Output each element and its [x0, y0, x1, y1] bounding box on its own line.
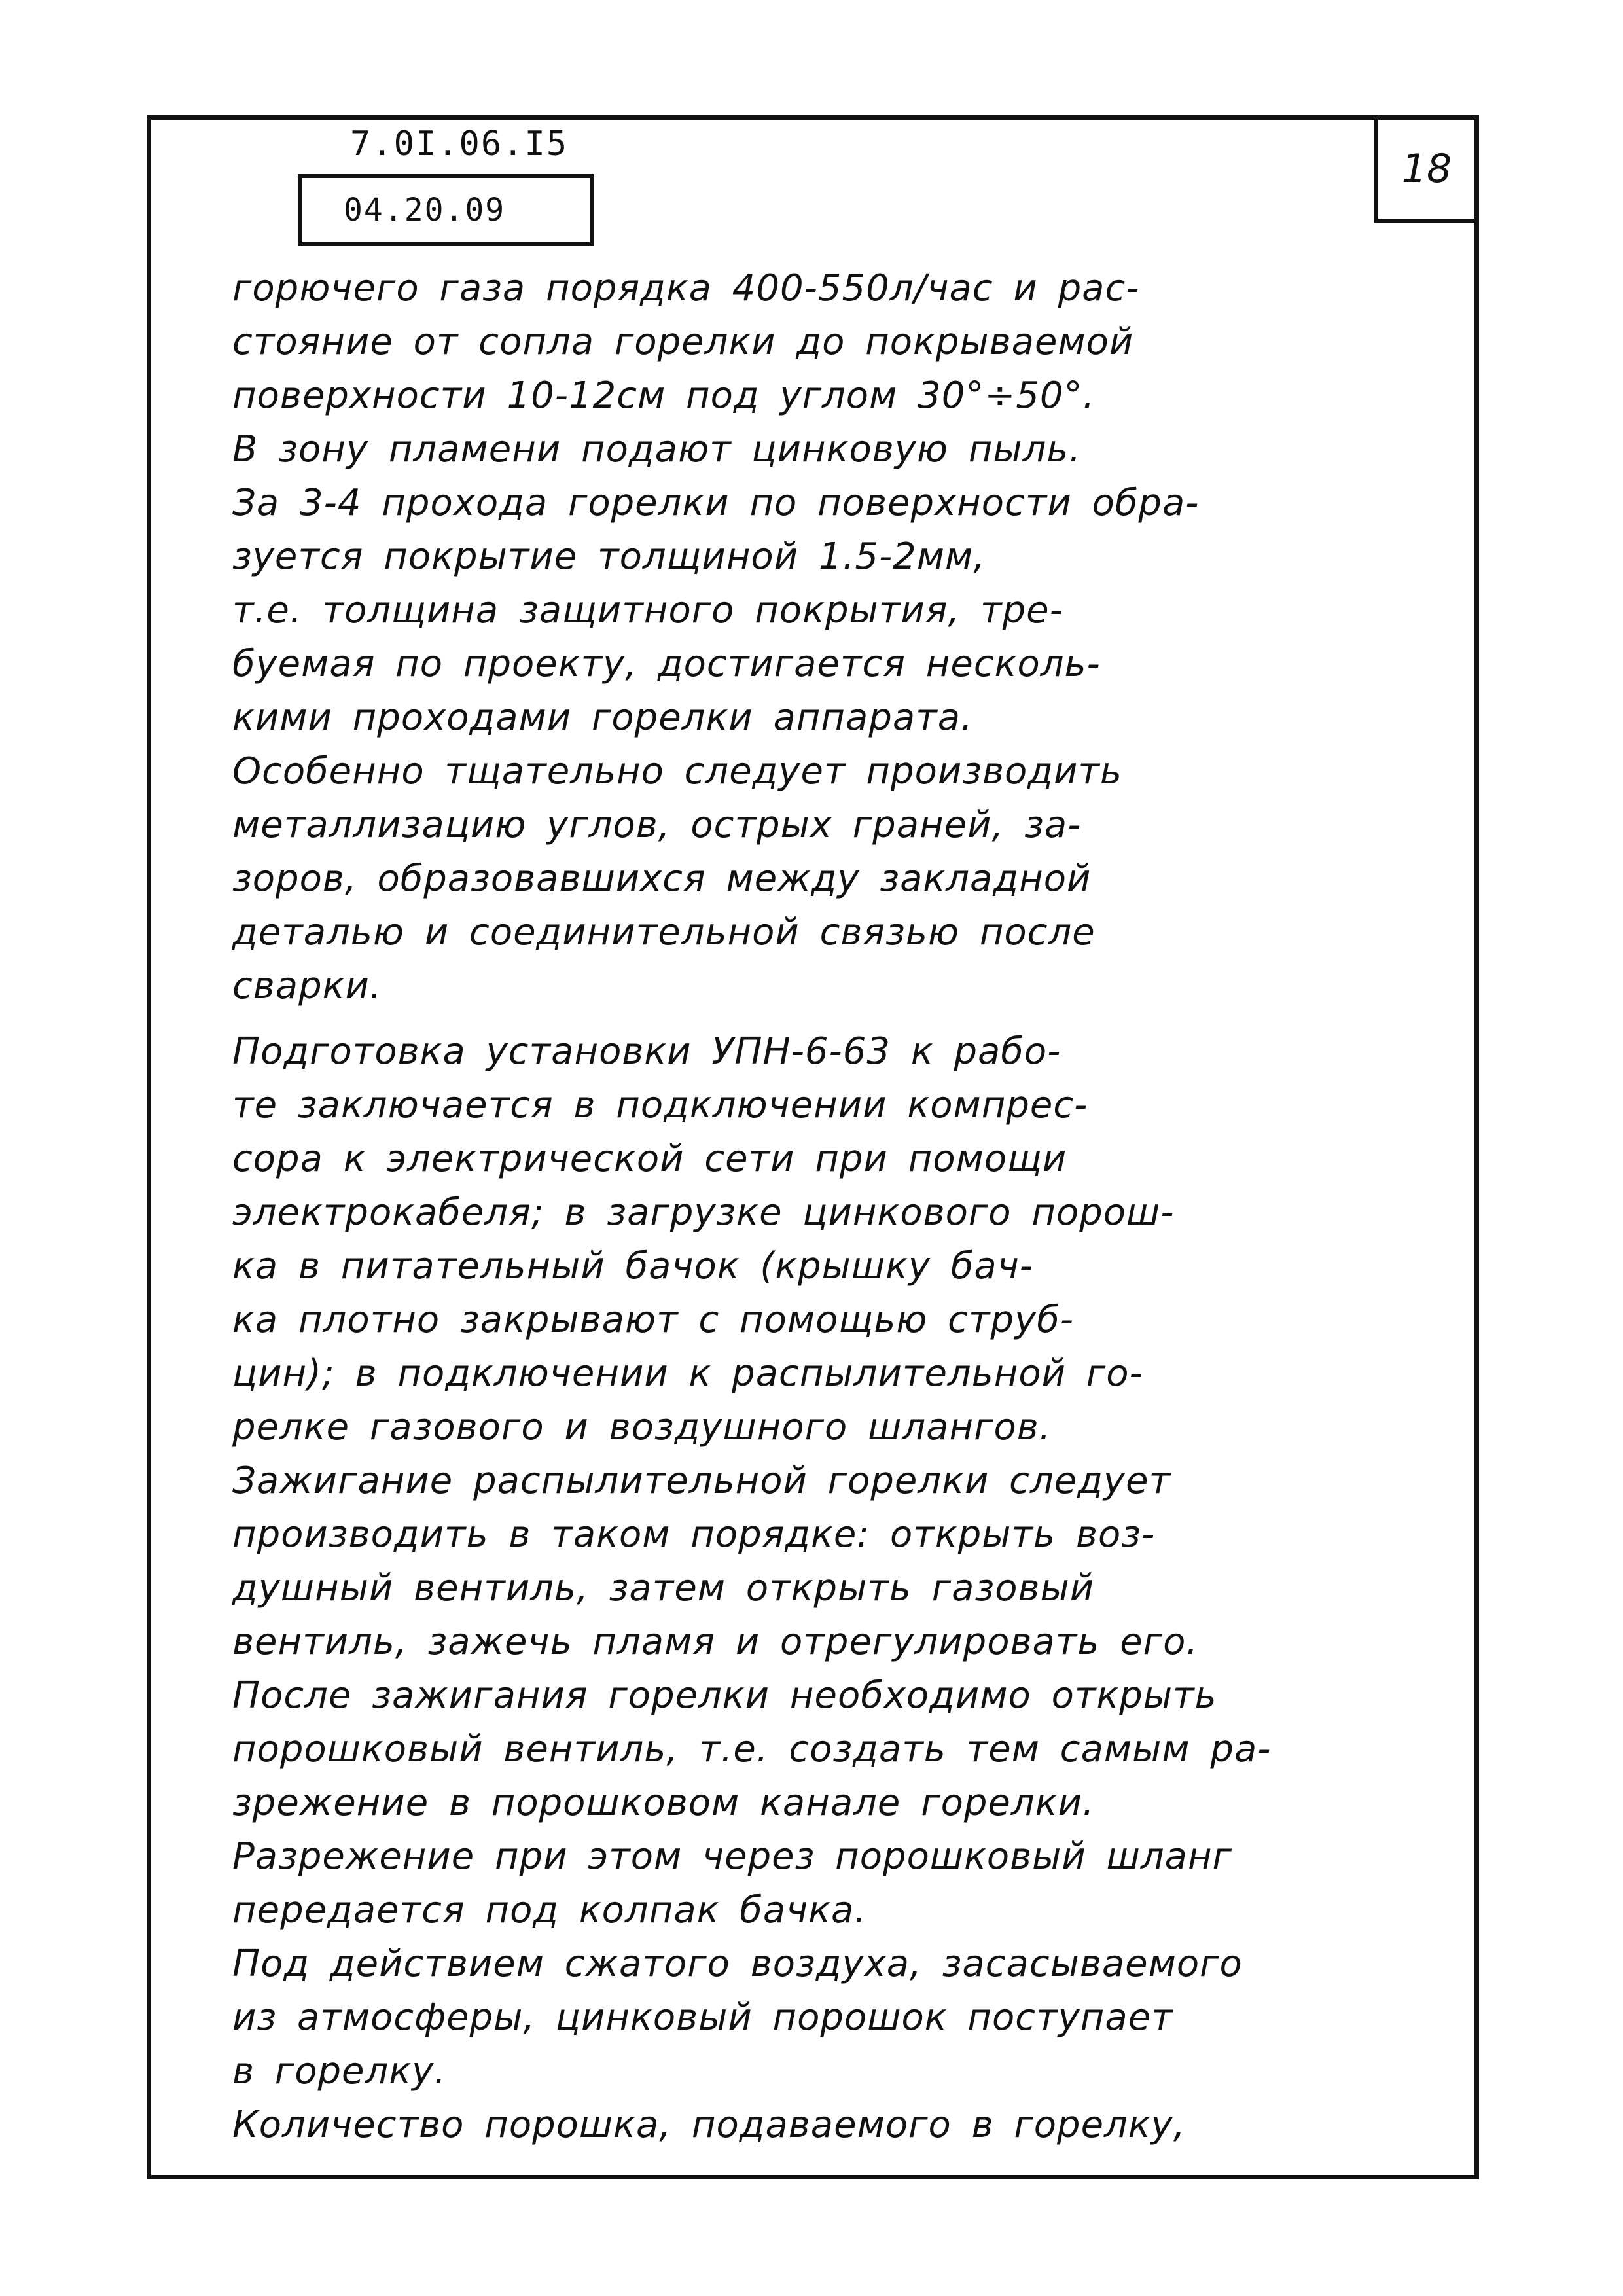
document-code: 7.0I.06.I5: [350, 124, 569, 164]
text-line: релке газового и воздушного шлангов.: [232, 1406, 1052, 1448]
text-line: в горелку.: [232, 2050, 447, 2092]
text-line: Под действием сжатого воздуха, засасываемого: [232, 1943, 1243, 1985]
text-line: из атмосферы, цинковый порошок поступает: [232, 1996, 1173, 2039]
section-code: 04.20.09: [344, 192, 506, 228]
text-line: горючего газа порядка 400-550л/час и рас-: [232, 267, 1140, 310]
text-line: буемая по проекту, достигается несколь-: [232, 643, 1101, 685]
text-line: ка плотно закрывают с помощью струб-: [232, 1299, 1074, 1341]
text-line: стояние от сопла горелки до покрываемой: [232, 321, 1134, 363]
text-line: электрокабеля; в загрузке цинкового порош-: [232, 1191, 1175, 1234]
text-line: цин); в подключении к распылительной го-: [232, 1352, 1143, 1395]
text-line: душный вентиль, затем открыть газовый: [232, 1567, 1095, 1609]
text-line: те заключается в подключении компрес-: [232, 1084, 1088, 1126]
paragraph-gap: [232, 1013, 1443, 1025]
text-line: Количество порошка, подаваемого в горелку,: [232, 2104, 1186, 2146]
text-line: Подготовка установки УПН-6-63 к рабо-: [232, 1030, 1061, 1073]
text-line: зуется покрытие толщиной 1.5-2мм,: [232, 535, 986, 578]
text-line: т.е. толщина защитного покрытия, тре-: [232, 589, 1063, 632]
text-line: ка в питательный бачок (крышку бач-: [232, 1245, 1033, 1287]
sheet-number: 18: [1401, 146, 1452, 192]
text-line: После зажигания горелки необходимо открыть: [232, 1674, 1217, 1717]
text-line: зоров, образовавшихся между закладной: [232, 857, 1092, 900]
text-line: кими проходами горелки аппарата.: [232, 696, 973, 739]
text-line: За 3-4 прохода горелки по поверхности обра-: [232, 482, 1200, 524]
text-line: поверхности 10-12см под углом 30°÷50°.: [232, 374, 1096, 417]
text-line: Особенно тщательно следует производить: [232, 750, 1123, 793]
text-line: порошковый вентиль, т.е. создать тем самым ра-: [232, 1728, 1272, 1770]
text-line: деталью и соединительной связью после: [232, 911, 1096, 954]
text-line: передается под колпак бачка.: [232, 1889, 867, 1931]
text-line: вентиль, зажечь пламя и отрегулировать его.: [232, 1621, 1199, 1663]
text-line: зрежение в порошковом канале горелки.: [232, 1782, 1095, 1824]
text-line: сора к электрической сети при помощи: [232, 1138, 1067, 1180]
text-line: Разрежение при этом через порошковый шланг: [232, 1835, 1232, 1878]
text-line: сварки.: [232, 965, 382, 1007]
text-line: Зажигание распылительной горелки следует: [232, 1460, 1171, 1502]
sheet-number-box: [1374, 115, 1479, 223]
section-code-box: [298, 174, 594, 246]
text-line: металлизацию углов, острых граней, за-: [232, 804, 1082, 846]
text-line: В зону пламени подают цинковую пыль.: [232, 428, 1082, 471]
text-line: производить в таком порядке: открыть воз-: [232, 1513, 1156, 1556]
handwritten-text-body: [232, 262, 1443, 2152]
